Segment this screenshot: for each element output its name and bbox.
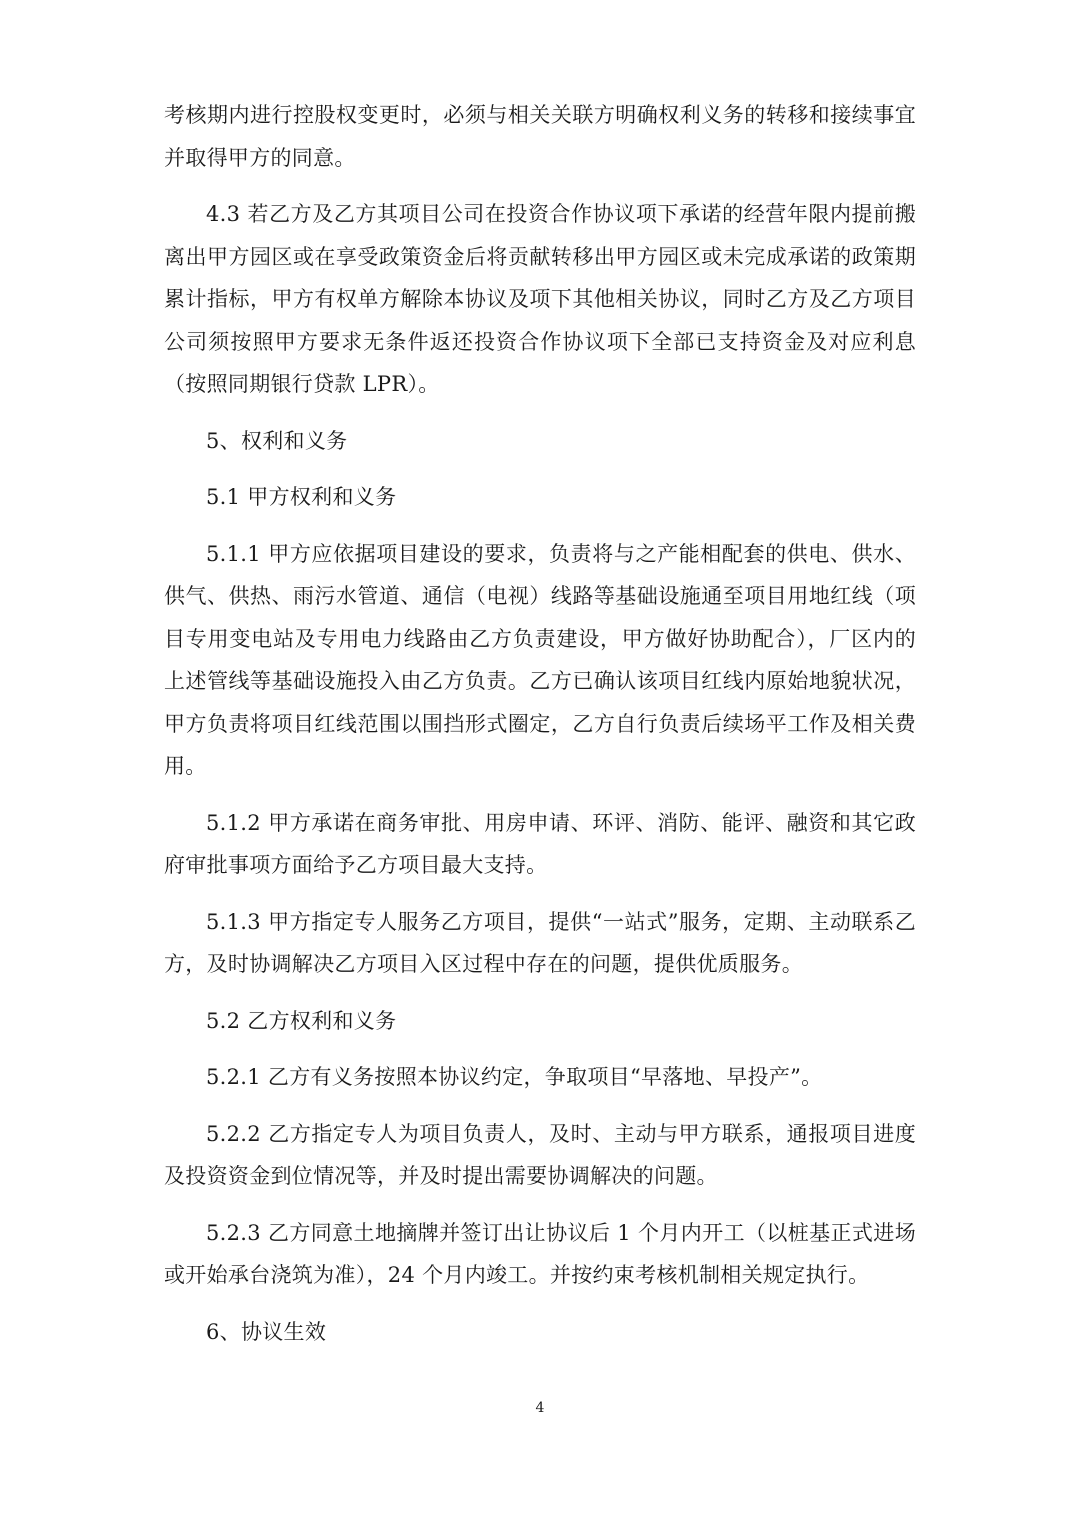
- section-heading-6: 6、协议生效: [206, 1319, 327, 1344]
- paragraph-gap: [164, 462, 916, 476]
- paragraph-5-2-1: 5.2.1 乙方有义务按照本协议约定，争取项目“早落地、早投产”。: [206, 1065, 823, 1089]
- paragraph-5-1-2: 5.1.2 甲方承诺在商务审批、用房申请、环评、消防、能评、融资和其它政府审批事项方面给予乙方项目最大支持。: [164, 810, 916, 877]
- paragraph-gap: [164, 887, 916, 901]
- paragraph-gap: [164, 1198, 916, 1212]
- paragraph-5-1-1: 5.1.1 甲方应依据项目建设的要求，负责将与之产能相配套的供电、供水、供气、供热、雨污水管道、通信（电视）线路等基础设施通至项目用地红线（项目专用变电站及专用电力线路由乙方负责建设，甲方做好协助配合），厂区内的上述管线等基础设施投入由乙方负责。乙方已确认该项目红线内原始地貌状况，甲方负责将项目红线范围以围挡形式圈定，乙方自行负责后续场平工作及相关费用。: [164, 541, 916, 778]
- paragraph-4-3: 4.3 若乙方及乙方其项目公司在投资合作协议项下承诺的经营年限内提前搬离出甲方园区或在享受政策资金后将贡献转移出甲方园区或未完成承诺的政策期累计指标，甲方有权单方解除本协议及项下其他相关协议，同时乙方及乙方项目公司须按照甲方要求无条件返还投资合作协议项下全部已支持资金及对应利息（按照同期银行贷款 LPR）。: [164, 202, 916, 396]
- paragraph-gap: [164, 986, 916, 1000]
- paragraph-5-1-3: 5.1.3 甲方指定专人服务乙方项目，提供“一站式”服务，定期、主动联系乙方，及时协调解决乙方项目入区过程中存在的问题，提供优质服务。: [164, 909, 916, 976]
- section-heading-5: 5、权利和义务: [206, 428, 348, 453]
- paragraph-gap: [164, 788, 916, 802]
- document-body: [164, 94, 916, 1353]
- paragraph-gap: [164, 406, 916, 420]
- subsection-heading-5-2: 5.2 乙方权利和义务: [206, 1008, 397, 1033]
- paragraph-gap: [164, 1042, 916, 1056]
- paragraph-gap: [164, 1099, 916, 1113]
- subsection-heading-5-1: 5.1 甲方权利和义务: [206, 485, 397, 509]
- paragraph-5-2-3: 5.2.3 乙方同意土地摘牌并签订出让协议后 1 个月内开工（以桩基正式进场或开始承台浇筑为准），24 个月内竣工。并按约束考核机制相关规定执行。: [164, 1220, 916, 1287]
- paragraph-gap: [164, 179, 916, 193]
- page-number: 4: [535, 1400, 545, 1416]
- paragraph-5-2-2: 5.2.2 乙方指定专人为项目负责人，及时、主动与甲方联系，通报项目进度及投资资金到位情况等，并及时提出需要协调解决的问题。: [164, 1121, 916, 1188]
- paragraph-control-change-continuation: 考核期内进行控股权变更时，必须与相关关联方明确权利义务的转移和接续事宜并取得甲方的同意。: [164, 103, 916, 170]
- paragraph-gap: [164, 519, 916, 533]
- paragraph-gap: [164, 1297, 916, 1311]
